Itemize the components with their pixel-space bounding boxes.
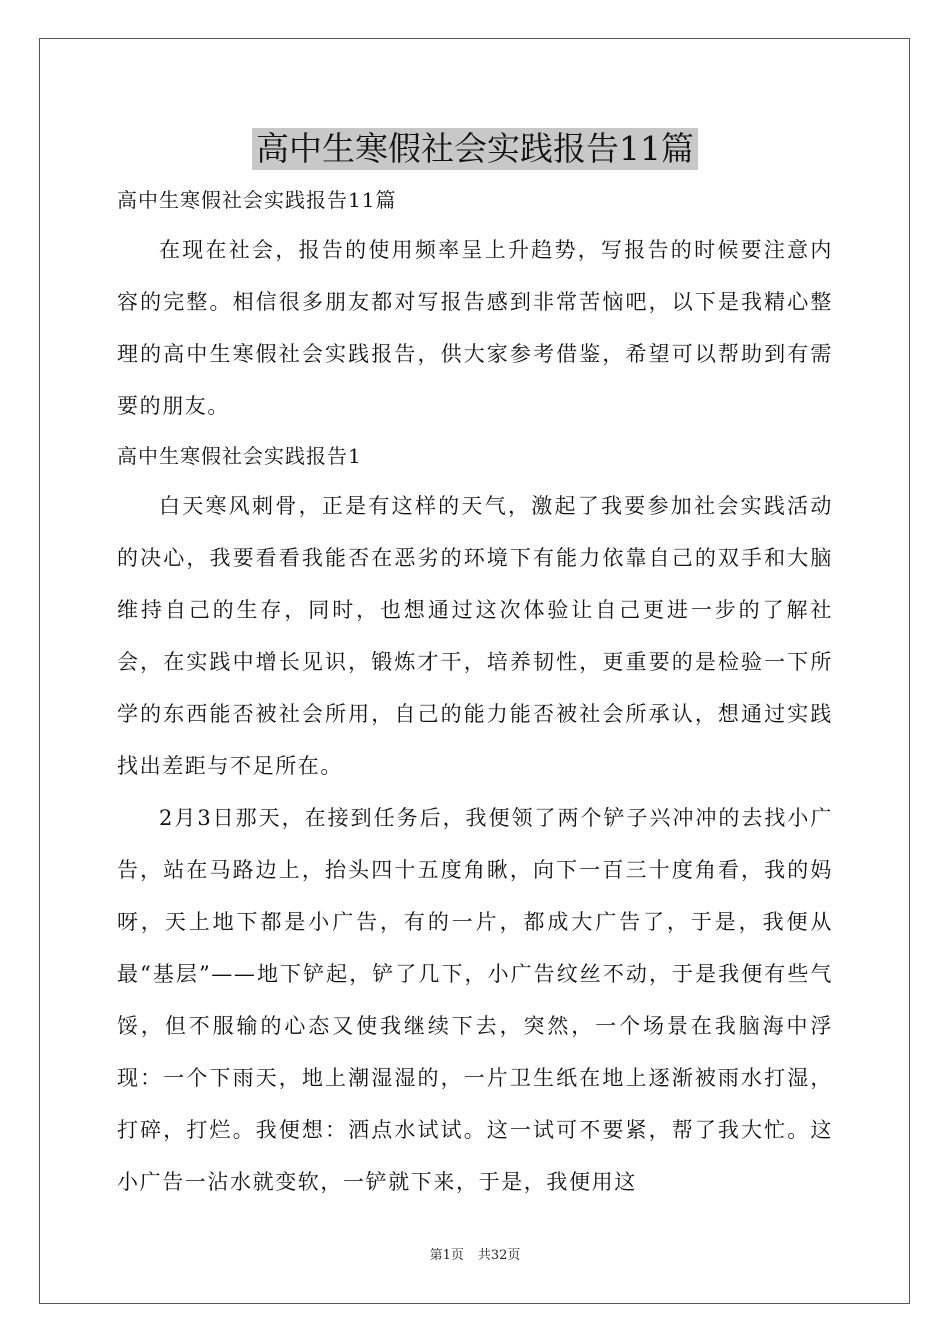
body-paragraph-2: 2月3日那天，在接到任务后，我便领了两个铲子兴冲冲的去找小广告，站在马路边上，抬头四十五度角瞅，向下一百三十度角看，我的妈呀，天上地下都是小广告，有的一片，都成大广告了，于是，我便从最“基层”——地下铲起，铲了几下，小广告纹丝不动，于是我便有些气馁，但不服输的心态又使我继续下去，突然，一个场景在我脑海中浮现：一个下雨天，地上潮湿湿的，一片卫生纸在地上逐渐被雨水打湿，打碎，打烂。我便想：洒点水试试。这一试可不要紧，帮了我大忙。这小广告一沾水就变软，一铲就下来，于是，我便用这 — [117, 806, 833, 1194]
title-container — [0, 128, 950, 170]
section-heading: 高中生寒假社会实践报告1 — [117, 444, 362, 468]
intro-paragraph: 在现在社会，报告的使用频率呈上升趋势，写报告的时候要注意内容的完整。相信很多朋友都对写报告感到非常苦恼吧，以下是我精心整理的高中生寒假社会实践报告，供大家参考借鉴，希望可以帮助到有需要的朋友。 — [117, 238, 833, 418]
document-body — [117, 176, 833, 1208]
document-subtitle: 高中生寒假社会实践报告11篇 — [117, 188, 397, 212]
document-title: 高中生寒假社会实践报告11篇 — [252, 128, 698, 170]
body-paragraph-1: 白天寒风刺骨，正是有这样的天气，激起了我要参加社会实践活动的决心，我要看看我能否在恶劣的环境下有能力依靠自己的双手和大脑维持自己的生存，同时，也想通过这次体验让自己更进一步的了解社会，在实践中增长见识，锻炼才干，培养韧性，更重要的是检验一下所学的东西能否被社会所用，自己的能力能否被社会所承认，想通过实践找出差距与不足所在。 — [117, 494, 833, 778]
page-total: 共32页 — [477, 1248, 521, 1263]
page-footer — [0, 1247, 950, 1265]
page-number: 第1页 — [429, 1248, 464, 1263]
